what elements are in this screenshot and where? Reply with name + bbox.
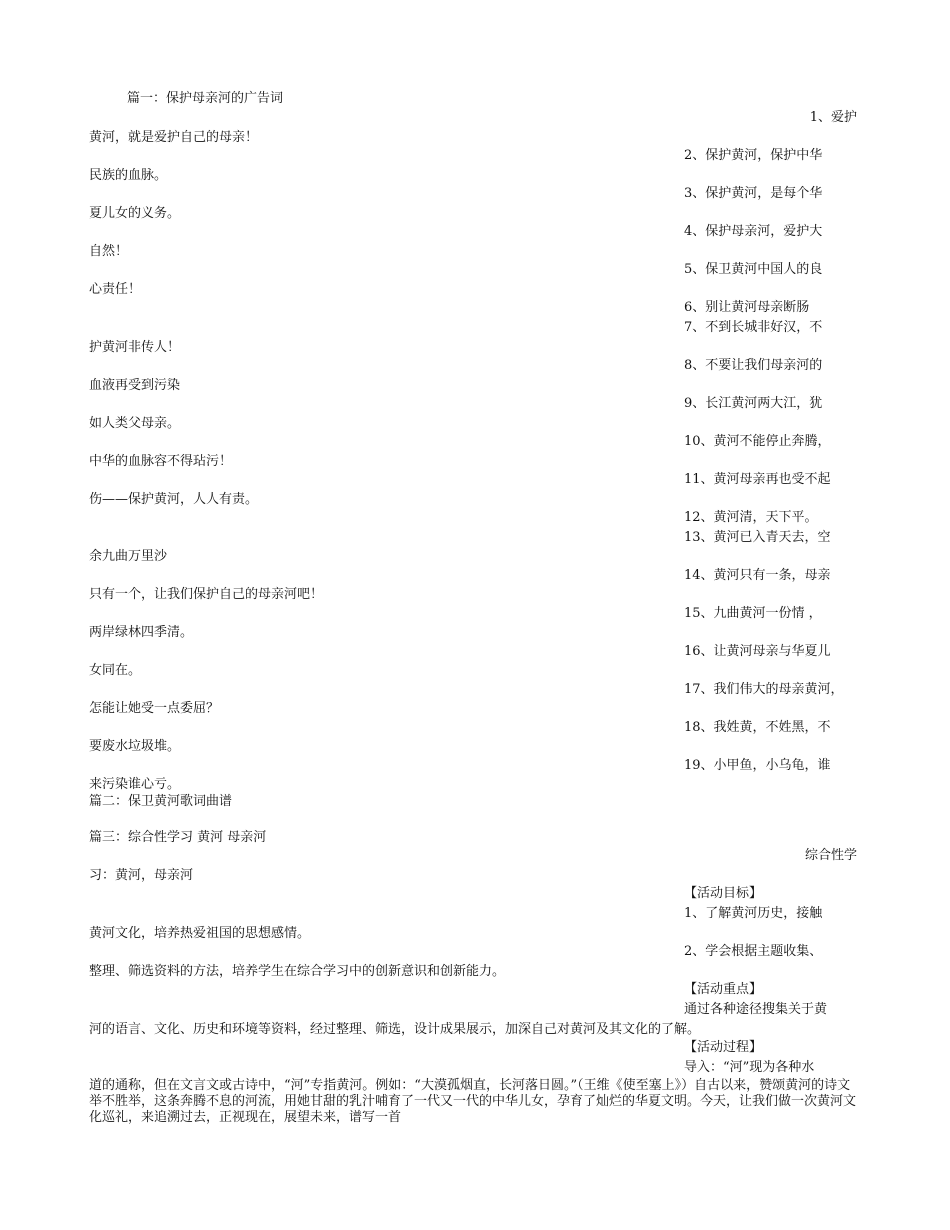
slogan-item-14: 14、黄河只有一条，母亲 xyxy=(684,568,831,583)
left-line-3: 夏儿女的义务。 xyxy=(89,206,181,221)
left-line-1: 黄河，就是爱护自己的母亲！ xyxy=(89,130,259,145)
section-1-title: 篇一：保护母亲河的广告词 xyxy=(127,91,284,106)
left-line-16: 要废水垃圾堆。 xyxy=(89,739,181,754)
process-heading: 【活动过程】 xyxy=(684,1040,763,1055)
section-3-heading: 综合性学 xyxy=(804,848,857,863)
goal-heading: 【活动目标】 xyxy=(684,886,763,901)
slogan-item-2: 2、保护黄河，保护中华 xyxy=(684,148,823,163)
focus-text: 通过各种途径搜集关于黄 xyxy=(684,1002,828,1017)
slogan-item-11: 11、黄河母亲再也受不起 xyxy=(684,472,831,487)
slogan-item-7: 7、不到长城非好汉，不 xyxy=(684,320,823,335)
slogan-item-1: 1、爱护 xyxy=(809,110,857,125)
goal-line-1: 黄河文化，培养热爱祖国的思想感情。 xyxy=(89,926,311,941)
left-line-17: 来污染谁心亏。 xyxy=(89,777,181,792)
goal-line-2: 整理、筛选资料的方法，培养学生在综合学习中的创新意识和创新能力。 xyxy=(89,964,506,979)
slogan-item-6: 6、别让黄河母亲断肠 xyxy=(684,300,810,315)
section-3-subtitle: 习：黄河，母亲河 xyxy=(89,868,194,883)
slogan-item-13: 13、黄河已入青天去，空 xyxy=(684,530,831,545)
left-line-4: 自然！ xyxy=(89,244,129,259)
focus-heading: 【活动重点】 xyxy=(684,982,763,997)
slogan-item-10: 10、黄河不能停止奔腾， xyxy=(684,434,831,449)
slogan-item-19: 19、小甲鱼，小乌龟，谁 xyxy=(684,758,831,773)
left-line-5: 心责任！ xyxy=(89,282,142,297)
slogan-item-18: 18、我姓黄，不姓黑，不 xyxy=(684,720,831,735)
section-3-title: 篇三：综合性学习 黄河 母亲河 xyxy=(89,830,267,845)
left-line-7: 血液再受到污染 xyxy=(89,378,181,393)
left-line-8: 如人类父母亲。 xyxy=(89,416,181,431)
goal-item-2: 2、学会根据主题收集、 xyxy=(684,944,823,959)
slogan-item-8: 8、不要让我们母亲河的 xyxy=(684,358,823,373)
slogan-item-3: 3、保护黄河，是每个华 xyxy=(684,186,823,201)
goal-item-1: 1、了解黄河历史，接触 xyxy=(684,906,823,921)
intro-paragraph: 道的通称，但在文言文或古诗中，“河”专指黄河。例如：“大漠孤烟直，长河落日圆。”（王维《使至塞上》）自古以来，赞颂黄河的诗文举不胜举，这条奔腾不息的河流，用她甘甜的乳汁哺育了一代又一代的中华儿女，孕育了灿烂的华夏文明。今天，让我们做一次黄河文化巡礼，来追溯过去，正视现在，展望未来，谱写一首 xyxy=(89,1078,857,1125)
left-line-2: 民族的血脉。 xyxy=(89,168,168,183)
section-2-title: 篇二：保卫黄河歌词曲谱 xyxy=(89,794,233,809)
slogan-item-5: 5、保卫黄河中国人的良 xyxy=(684,262,823,277)
left-line-10: 伤——保护黄河，人人有责。 xyxy=(89,492,259,507)
intro-text: 导入：“河”现为各种水 xyxy=(684,1060,815,1075)
left-line-14: 女同在。 xyxy=(89,663,142,678)
slogan-item-4: 4、保护母亲河，爱护大 xyxy=(684,224,823,239)
left-line-9: 中华的血脉容不得玷污！ xyxy=(89,454,233,469)
slogan-item-12: 12、黄河清，天下平。 xyxy=(684,510,818,525)
slogan-item-16: 16、让黄河母亲与华夏儿 xyxy=(684,644,831,659)
slogan-item-17: 17、我们伟大的母亲黄河， xyxy=(684,682,844,697)
left-line-11: 余九曲万里沙 xyxy=(89,549,168,564)
left-line-6: 护黄河非传人！ xyxy=(89,340,181,355)
left-line-12: 只有一个，让我们保护自己的母亲河吧！ xyxy=(89,587,324,602)
slogan-item-15: 15、九曲黄河一份情 ， xyxy=(684,606,822,621)
left-line-13: 两岸绿林四季清。 xyxy=(89,625,194,640)
left-line-15: 怎能让她受一点委屈？ xyxy=(89,701,220,716)
slogan-item-9: 9、长江黄河两大江，犹 xyxy=(684,396,823,411)
focus-line: 河的语言、文化、历史和环境等资料，经过整理、筛选，设计成果展示，加深自己对黄河及其文化的了解。 xyxy=(89,1022,701,1037)
